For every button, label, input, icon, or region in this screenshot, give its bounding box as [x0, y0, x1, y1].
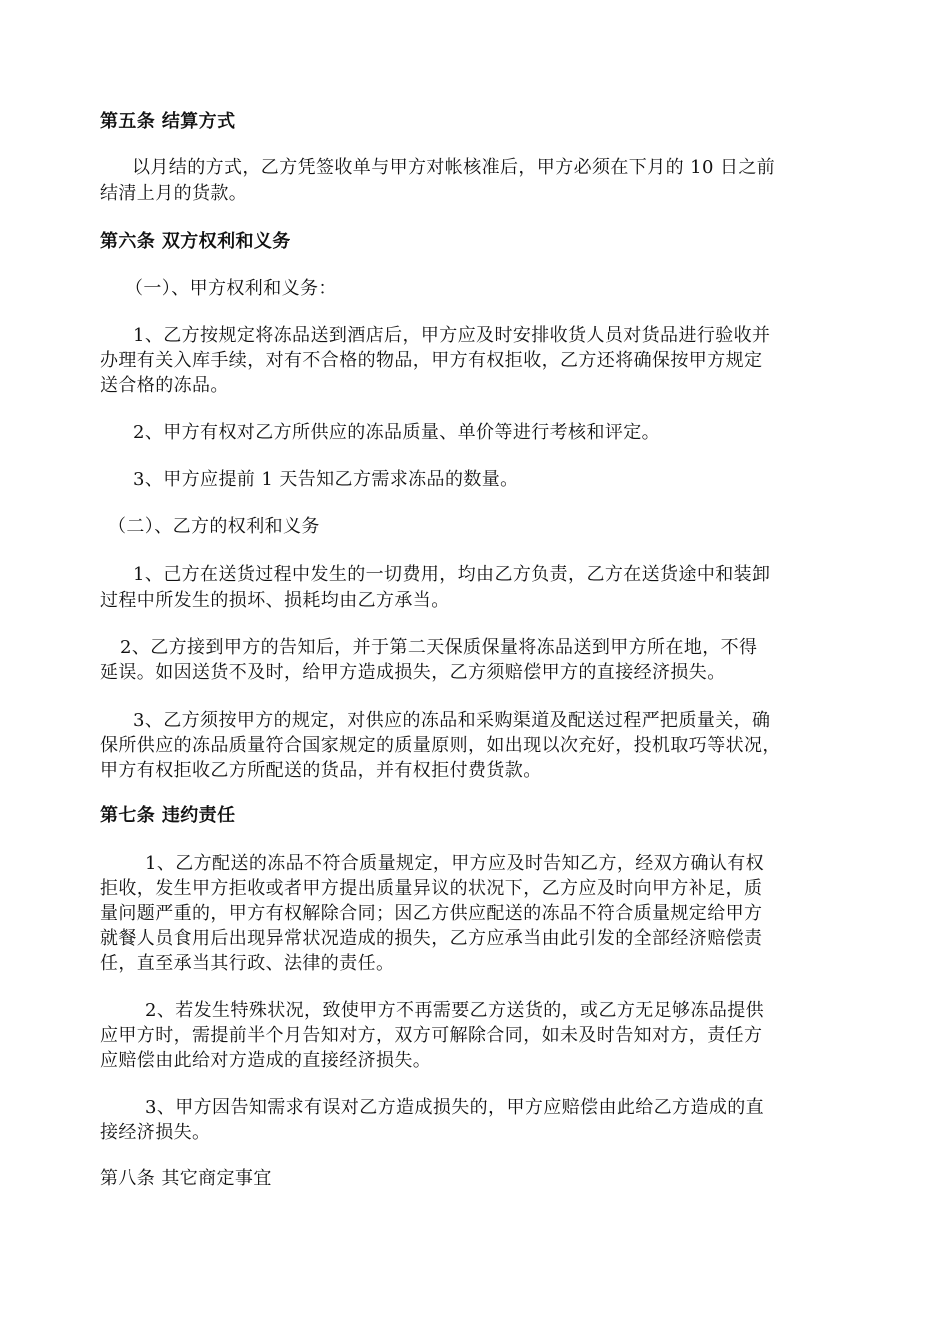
article7-item1-line: 1、乙方配送的冻品不符合质量规定，甲方应及时告知乙方，经双方确认有权 — [145, 853, 765, 874]
article7-item2-line: 2、若发生特殊状况，致使甲方不再需要乙方送货的，或乙方无足够冻品提供 — [145, 1000, 765, 1021]
article7-item1-line: 任，直至承当其行政、法律的责任。 — [100, 953, 395, 974]
article7-item3-line: 3、甲方因告知需求有误对乙方造成损失的，甲方应赔偿由此给乙方造成的直 — [145, 1097, 765, 1118]
article7-item1-line: 就餐人员食用后出现异常状况造成的损失，乙方应承当由此引发的全部经济赔偿责 — [100, 928, 763, 949]
party-b-item2-line: 延误。如因送货不及时，给甲方造成损失，乙方须赔偿甲方的直接经济损失。 — [100, 662, 726, 683]
article5-line: 以月结的方式，乙方凭签收单与甲方对帐核准后，甲方必须在下月的 10 日之前 — [132, 157, 776, 178]
party-a-item1-line: 送合格的冻品。 — [100, 375, 229, 396]
party-a-item2-line: 2、甲方有权对乙方所供应的冻品质量、单价等进行考核和评定。 — [133, 422, 661, 443]
article7-item2-line: 应赔偿由此给对方造成的直接经济损失。 — [100, 1050, 432, 1071]
article7-item3-line: 接经济损失。 — [100, 1122, 211, 1143]
party-a-item3-line: 3、甲方应提前 1 天告知乙方需求冻品的数量。 — [133, 469, 519, 490]
article6-heading: 第六条 双方权利和义务 — [100, 231, 291, 252]
article7-item1-line: 量问题严重的，甲方有权解除合同；因乙方供应配送的冻品不符合质量规定给甲方 — [100, 903, 763, 924]
article7-heading: 第七条 违约责任 — [100, 805, 236, 826]
party-b-item1-line: 过程中所发生的损坏、损耗均由乙方承当。 — [100, 590, 450, 611]
article5-heading: 第五条 结算方式 — [100, 111, 236, 132]
party-a-item1-line: 办理有关入库手续，对有不合格的物品，甲方有权拒收，乙方还将确保按甲方规定 — [100, 350, 763, 371]
party-b-item3-line: 甲方有权拒收乙方所配送的货品，并有权拒付费货款。 — [100, 760, 542, 781]
party-b-item3-line: 3、乙方须按甲方的规定，对供应的冻品和采购渠道及配送过程严把质量关，确 — [133, 710, 771, 731]
article7-item1-line: 拒收，发生甲方拒收或者甲方提出质量异议的状况下，乙方应及时向甲方补足，质 — [100, 878, 763, 899]
article5-line: 结清上月的货款。 — [100, 183, 248, 204]
party-b-item3-line: 保所供应的冻品质量符合国家规定的质量原则，如出现以次充好，投机取巧等状况， — [100, 735, 781, 756]
article8-heading: 第八条 其它商定事宜 — [100, 1168, 272, 1189]
party-a-item1-line: 1、乙方按规定将冻品送到酒店后，甲方应及时安排收货人员对货品进行验收并 — [133, 325, 771, 346]
party-b-item2-line: 2、乙方接到甲方的告知后，并于第二天保质保量将冻品送到甲方所在地，不得 — [120, 637, 758, 658]
article7-item2-line: 应甲方时，需提前半个月告知对方，双方可解除合同，如未及时告知对方，责任方 — [100, 1025, 763, 1046]
party-b-item1-line: 1、己方在送货过程中发生的一切费用，均由乙方负责，乙方在送货途中和装卸 — [133, 564, 771, 585]
party-a-title: （一）、甲方权利和义务： — [125, 278, 337, 299]
party-b-title: （二）、乙方的权利和义务 — [108, 516, 320, 537]
